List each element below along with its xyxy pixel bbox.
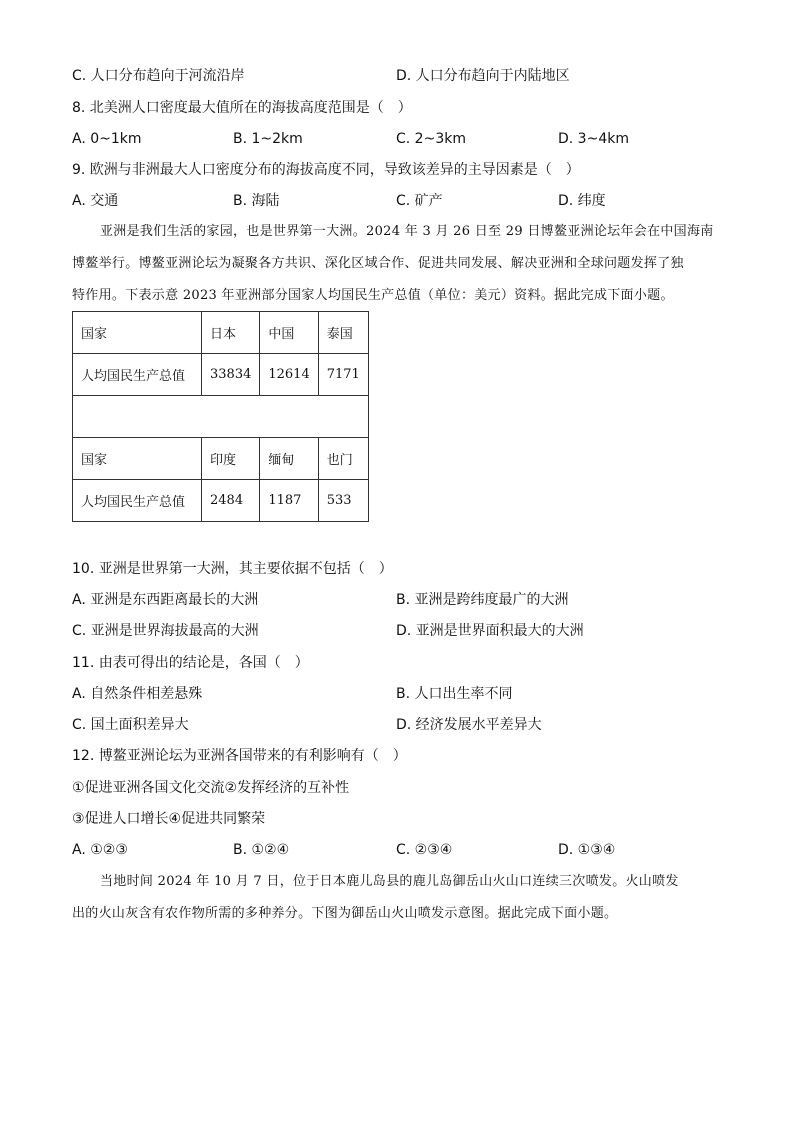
table-cell: 泰国 (318, 312, 368, 354)
passage-asia-line-3: 特作用。下表示意 2023 年亚洲部分国家人均国民生产总值（单位：美元）资料。据此完成下面小题。 (72, 288, 674, 303)
table-empty-cell (73, 396, 369, 438)
q11-option-a: A. 自然条件相差悬殊 (72, 686, 203, 702)
table-cell: 533 (318, 480, 368, 522)
q8-option-d: D. 3~4km (558, 131, 629, 147)
q10-stem: 10. 亚洲是世界第一大洲，其主要依据不包括（ ） (72, 561, 393, 577)
q9-stem: 9. 欧洲与非洲最大人口密度分布的海拔高度不同，导致该差异的主导因素是（ ） (72, 162, 580, 178)
q9-option-b: B. 海陆 (233, 193, 280, 209)
q8-option-c: C. 2~3km (396, 131, 466, 147)
q12-option-a: A. ①②③ (72, 842, 128, 858)
table-cell: 1187 (260, 480, 318, 522)
passage-volcano-line-1: 当地时间 2024 年 10 月 7 日，位于日本鹿儿岛县的鹿儿岛御岳山火山口连续三次喷发。火山喷发 (100, 874, 679, 889)
table-cell: 缅甸 (260, 438, 318, 480)
q7-option-c: C. 人口分布趋向于河流沿岸 (72, 68, 245, 84)
q10-option-a: A. 亚洲是东西距离最长的大洲 (72, 592, 259, 608)
table-cell: 中国 (260, 312, 318, 354)
table-cell: 人均国民生产总值 (73, 354, 202, 396)
q9-option-d: D. 纬度 (558, 193, 606, 209)
q11-stem: 11. 由表可得出的结论是，各国（ ） (72, 655, 309, 671)
table-spacer-row (73, 396, 369, 438)
table-cell: 也门 (318, 438, 368, 480)
q12-statement-line-1: ①促进亚洲各国文化交流②发挥经济的互补性 (72, 780, 350, 796)
q11-option-d: D. 经济发展水平差异大 (396, 717, 542, 733)
q9-option-a: A. 交通 (72, 193, 119, 209)
q10-option-d: D. 亚洲是世界面积最大的大洲 (396, 623, 584, 639)
q10-option-c: C. 亚洲是世界海拔最高的大洲 (72, 623, 259, 639)
table-cell: 日本 (202, 312, 260, 354)
q9-option-c: C. 矿产 (396, 193, 443, 209)
q12-statement-line-2: ③促进人口增长④促进共同繁荣 (72, 811, 266, 827)
passage-volcano (72, 866, 722, 930)
table-row (73, 438, 369, 480)
passage-volcano-line-2: 出的火山灰含有农作物所需的多种养分。下图为御岳山火山喷发示意图。据此完成下面小题。 (72, 906, 618, 921)
q12-option-d: D. ①③④ (558, 842, 616, 858)
gdp-table (72, 311, 369, 522)
q11-option-c: C. 国土面积差异大 (72, 717, 189, 733)
table-cell: 国家 (73, 312, 202, 354)
passage-asia-line-1: 亚洲是我们生活的家园，也是世界第一大洲。2024 年 3 月 26 日至 29 日博鳌亚洲论坛年会在中国海南 (100, 224, 714, 239)
table-row (73, 480, 369, 522)
q10-option-b: B. 亚洲是跨纬度最广的大洲 (396, 592, 569, 608)
passage-asia-line-2: 博鳌举行。博鳌亚洲论坛为凝聚各方共识、深化区域合作、促进共同发展、解决亚洲和全球问题发挥了独 (72, 256, 684, 271)
passage-asia (72, 216, 722, 312)
q11-option-b: B. 人口出生率不同 (396, 686, 513, 702)
q7-option-d: D. 人口分布趋向于内陆地区 (396, 68, 570, 84)
table-cell: 7171 (318, 354, 368, 396)
q12-option-b: B. ①②④ (233, 842, 290, 858)
table-cell: 人均国民生产总值 (73, 480, 202, 522)
q8-option-b: B. 1~2km (233, 131, 303, 147)
table-cell: 33834 (202, 354, 260, 396)
q8-stem: 8. 北美洲人口密度最大值所在的海拔高度范围是（ ） (72, 100, 412, 116)
q12-option-c: C. ②③④ (396, 842, 453, 858)
table-cell: 2484 (202, 480, 260, 522)
table-cell: 12614 (260, 354, 318, 396)
table-row (73, 354, 369, 396)
q12-stem: 12. 博鳌亚洲论坛为亚洲各国带来的有利影响有（ ） (72, 748, 407, 764)
table-cell: 国家 (73, 438, 202, 480)
q8-option-a: A. 0~1km (72, 131, 142, 147)
table-cell: 印度 (202, 438, 260, 480)
table-row (73, 312, 369, 354)
